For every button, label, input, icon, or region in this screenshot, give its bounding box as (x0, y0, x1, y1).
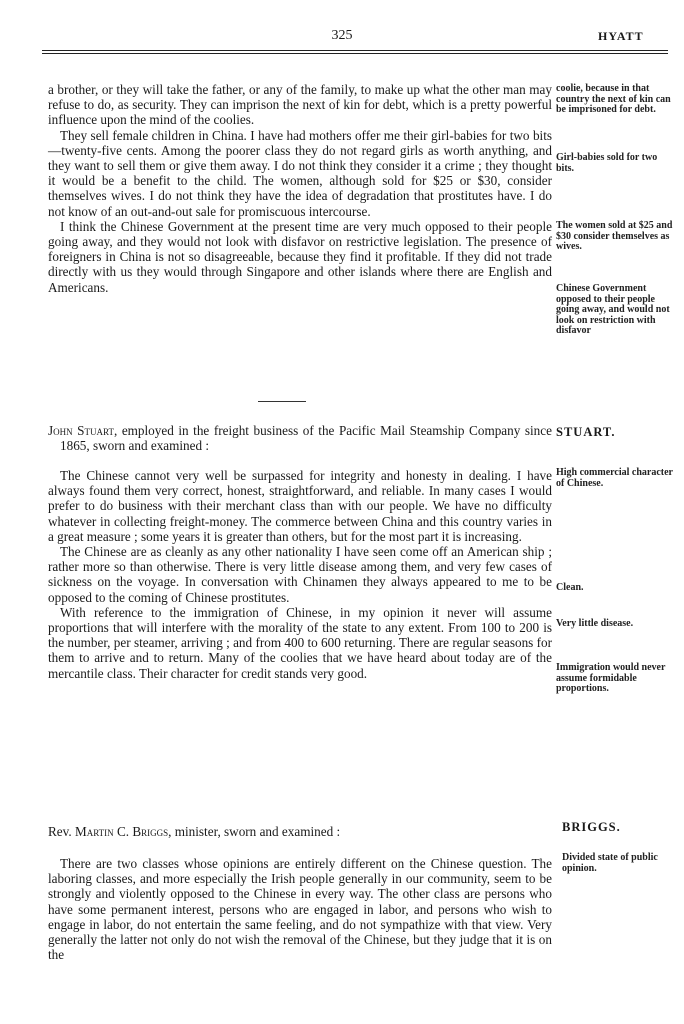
witness-title: Rev. (48, 824, 75, 839)
stuart-testimony (48, 468, 552, 681)
margin-note: The women sold at $25 and $30 consider themselves as wives. (556, 220, 673, 252)
stuart-paragraph-2: The Chinese are as cleanly as any other nationality I have seen come off an American ship ; rather more so than otherwise. There is very little disease among them, and very few cases of sickness on the voyage. In conversation with Chinamen they always appeared to me to be opposed to the coming of Chinese prostitutes. (48, 544, 552, 605)
margin-note: Clean. (556, 582, 584, 593)
header-rule (42, 50, 668, 51)
header-rule-double (42, 53, 668, 54)
witness-name: Martin C. Briggs (74, 824, 169, 839)
running-head: HYATT (598, 29, 644, 43)
briggs-intro (48, 824, 552, 839)
briggs-testimony (48, 856, 552, 962)
witness-intro: , employed in the freight business of the Pacific Mail Steamship Company since 1865, sworn and examined : (60, 423, 552, 454)
witness-name: John Stuart (48, 423, 114, 438)
hyatt-paragraph-3: I think the Chinese Government at the present time are very much opposed to their people going away, and they would not look with disfavor on restrictive legislation. The presence of foreigners in China is not so disagreeable, because they find it profitable. If they did not trade directly with us they would through Singapore and other islands where there are English and Americans. (48, 218, 552, 295)
witness-intro: , minister, sworn and examined : (168, 824, 341, 839)
margin-note: coolie, because in that country the next of kin can be imprisoned for debt. (556, 83, 671, 115)
witness-label: STUART. (556, 425, 616, 439)
briggs-paragraph-1: There are two classes whose opinions are entirely different on the Chinese question. The laboring classes, and more especially the Irish people generally in our community, seem to be strongly and violently opposed to the Chinese in every way. The other class are persons who have some permanent interest, persons who are engaged in labor, and persons who wish to engage in labor, do not entertain the same feeling, and do not sympathize with that view. Very generally the latter not only do not wish the removal of the Chinese, but they judge that it is on the (48, 856, 552, 963)
stuart-paragraph-3: With reference to the immigration of Chinese, in my opinion it never will assume proportions that will interfere with the morality of the state to any extent. From 100 to 200 is the number, per steamer, arriving ; and from 400 to 600 returning. There are regular seasons for them to arrive and to return. Many of the coolies that we have heard about today are of the mercantile class. Their character for credit stands very good. (48, 604, 552, 681)
witness-label: BRIGGS. (562, 820, 621, 834)
section-separator (258, 401, 306, 402)
margin-note: High commercial character of Chinese. (556, 467, 673, 489)
stuart-paragraph-1: The Chinese cannot very well be surpassed for integrity and honesty in dealing. I have always found them very correct, honest, straightforward, and reliable. In many cases I would prefer to do business with their merchant class than with our people. We have no difficulty whatever in collecting freight-money. The commerce between China and this country varies in a great measure ; some years it is greater than others, but for the most part it is increasing. (48, 468, 552, 544)
margin-note: Immigration would never assume formidable proportions. (556, 662, 666, 694)
hyatt-paragraph-2: They sell female children in China. I have had mothers offer me their girl-babies for two bits—twenty-five cents. Among the poorer class they do not regard girls as worth anything, and they want to sell them or give them away. I do not think they consider it a crime ; they thought it would be a benefit to the child. The women, although sold for $25 or $30, consider themselves wives. I do not think they have the idea of degradation that prostitutes have. I do not know of an out-and-out sale for promiscuous intercourse. (48, 127, 552, 219)
margin-note: Divided state of public opinion. (562, 852, 658, 874)
stuart-intro (48, 423, 552, 453)
hyatt-paragraph-1: a brother, or they will take the father, or any of the family, to make up what the other man may refuse to do, as security. They can imprison the next of kin for debt, which is a pretty powerful influence upon the mind of the coolies. (48, 82, 552, 128)
margin-note: Girl-babies sold for two bits. (556, 152, 658, 174)
hyatt-testimony (48, 82, 552, 295)
page-number: 325 (331, 28, 353, 43)
margin-note: Very little disease. (556, 618, 634, 629)
margin-note: Chinese Government opposed to their people going away, and would not look on restriction with disfavor (556, 283, 670, 336)
